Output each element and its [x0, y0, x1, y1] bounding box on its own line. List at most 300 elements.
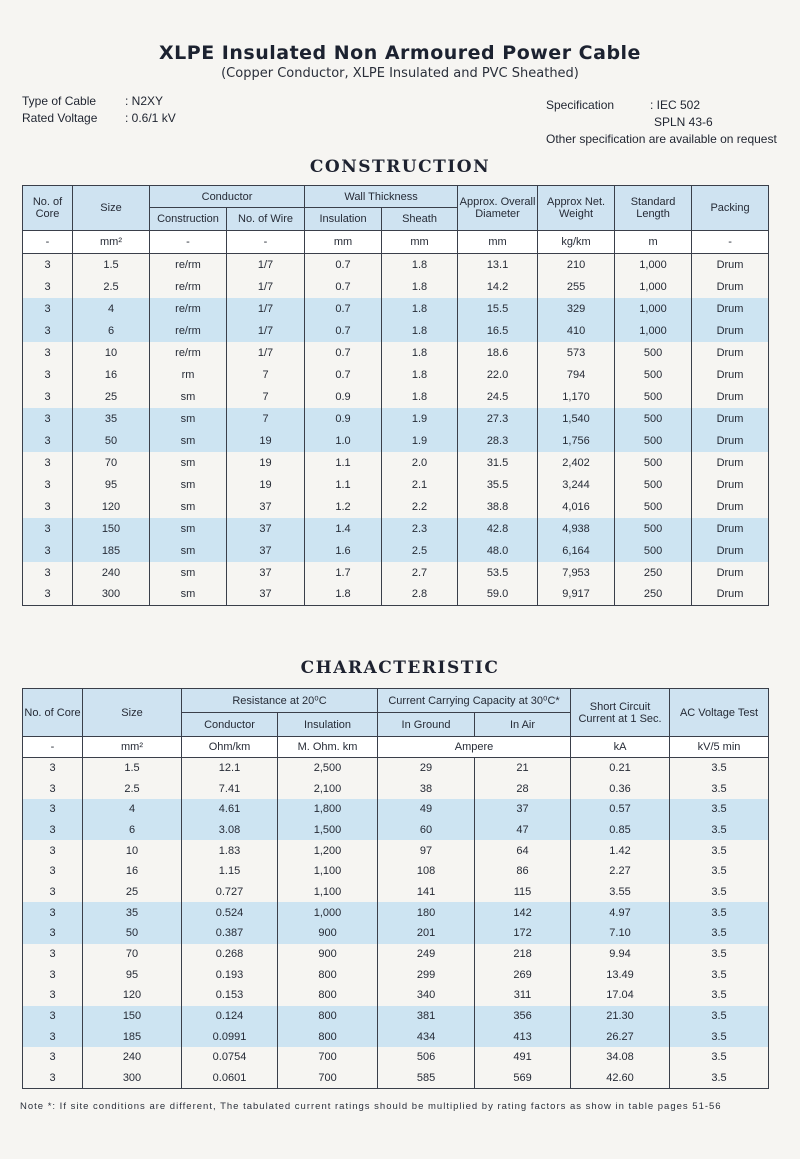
table-cell: 37: [227, 540, 305, 562]
table-row: [23, 882, 769, 903]
unit-cell: Ohm/km: [182, 737, 278, 758]
table-cell: 59.0: [458, 584, 538, 606]
table-cell: 3: [23, 408, 73, 430]
table-cell: 2.1: [382, 474, 458, 496]
table-row: [23, 964, 769, 985]
table-cell: 311: [475, 985, 571, 1006]
table-cell: 3: [23, 820, 83, 841]
table-cell: 1.8: [382, 364, 458, 386]
table-cell: 3: [23, 758, 83, 779]
table-cell: 185: [83, 1026, 182, 1047]
table-cell: 4.97: [571, 902, 670, 923]
table-cell: 19: [227, 474, 305, 496]
table-cell: 3: [23, 861, 83, 882]
table-cell: 7: [227, 408, 305, 430]
table-cell: 2.7: [382, 562, 458, 584]
table-cell: Drum: [692, 386, 769, 408]
table-cell: 50: [73, 430, 150, 452]
table-cell: Drum: [692, 298, 769, 320]
table-cell: 1,500: [278, 820, 378, 841]
table-cell: Drum: [692, 320, 769, 342]
header-in-ground: In Ground: [378, 713, 475, 737]
table-cell: 108: [378, 861, 475, 882]
table-cell: 3.5: [670, 840, 769, 861]
table-cell: 3: [23, 799, 83, 820]
table-cell: 70: [73, 452, 150, 474]
table-cell: 9.94: [571, 944, 670, 965]
table-cell: 800: [278, 1006, 378, 1027]
header-length: Standard Length: [615, 186, 692, 231]
table-cell: 500: [615, 364, 692, 386]
table-cell: 1.8: [382, 298, 458, 320]
table-cell: 9,917: [538, 584, 615, 606]
table-cell: 410: [538, 320, 615, 342]
table-cell: 3: [23, 882, 83, 903]
table-row: [23, 540, 769, 562]
header-capacity: Current Carrying Capacity at 30⁰C*: [378, 689, 571, 713]
table-cell: 4,938: [538, 518, 615, 540]
table-row: [23, 386, 769, 408]
table-cell: 3.5: [670, 1006, 769, 1027]
table-cell: 1.8: [382, 320, 458, 342]
table-cell: 3.5: [670, 964, 769, 985]
table-cell: 573: [538, 342, 615, 364]
table-cell: 800: [278, 1026, 378, 1047]
table-row: [23, 320, 769, 342]
table-cell: 3: [23, 1026, 83, 1047]
header-size: Size: [73, 186, 150, 231]
table-cell: 1.0: [305, 430, 382, 452]
table-cell: 1.7: [305, 562, 382, 584]
table-row: [23, 430, 769, 452]
table-cell: 3: [23, 944, 83, 965]
table-cell: 4: [73, 298, 150, 320]
table-cell: rm: [150, 364, 227, 386]
table-cell: 141: [378, 882, 475, 903]
table-cell: 1.42: [571, 840, 670, 861]
construction-table: [22, 185, 769, 606]
table-cell: 4,016: [538, 496, 615, 518]
table-cell: 2.3: [382, 518, 458, 540]
table-cell: 1/7: [227, 254, 305, 276]
unit-cell: mm: [458, 231, 538, 254]
table-cell: 1,200: [278, 840, 378, 861]
table-cell: 150: [73, 518, 150, 540]
table-cell: Drum: [692, 584, 769, 606]
header-insulation: Insulation: [278, 713, 378, 737]
document-title: XLPE Insulated Non Armoured Power Cable: [159, 42, 641, 64]
unit-cell: kA: [571, 737, 670, 758]
table-cell: 3: [23, 474, 73, 496]
table-cell: 1/7: [227, 342, 305, 364]
table-cell: 1.5: [83, 758, 182, 779]
table-cell: 35: [73, 408, 150, 430]
table-cell: 37: [227, 584, 305, 606]
table-cell: 3: [23, 452, 73, 474]
table-cell: 6,164: [538, 540, 615, 562]
table-cell: 1,756: [538, 430, 615, 452]
table-cell: 3: [23, 342, 73, 364]
table-cell: Drum: [692, 496, 769, 518]
table-cell: 3: [23, 430, 73, 452]
table-cell: 500: [615, 342, 692, 364]
table-cell: 3.5: [670, 882, 769, 903]
table-cell: 1.5: [73, 254, 150, 276]
table-cell: 500: [615, 386, 692, 408]
table-cell: 500: [615, 540, 692, 562]
table-cell: 500: [615, 518, 692, 540]
table-cell: 269: [475, 964, 571, 985]
table-cell: 6: [83, 820, 182, 841]
table-cell: 3: [23, 386, 73, 408]
table-cell: 3: [23, 562, 73, 584]
table-cell: 2.5: [73, 276, 150, 298]
table-cell: 3: [23, 276, 73, 298]
table-cell: 250: [615, 562, 692, 584]
table-cell: 2,402: [538, 452, 615, 474]
unit-cell: -: [692, 231, 769, 254]
table-row: [23, 474, 769, 496]
table-cell: 249: [378, 944, 475, 965]
header-sheath: Sheath: [382, 208, 458, 231]
table-cell: 500: [615, 408, 692, 430]
table-row: [23, 518, 769, 540]
table-cell: Drum: [692, 474, 769, 496]
table-cell: 1.1: [305, 474, 382, 496]
table-cell: 0.9: [305, 408, 382, 430]
table-cell: 329: [538, 298, 615, 320]
table-row: [23, 799, 769, 820]
table-cell: 3.5: [670, 820, 769, 841]
table-cell: 13.49: [571, 964, 670, 985]
header-size: Size: [83, 689, 182, 737]
table-cell: 1.1: [305, 452, 382, 474]
table-row: [23, 1006, 769, 1027]
table-cell: 0.7: [305, 364, 382, 386]
table-cell: 0.7: [305, 254, 382, 276]
table-cell: 700: [278, 1068, 378, 1089]
table-cell: 4: [83, 799, 182, 820]
table-cell: sm: [150, 386, 227, 408]
table-cell: 19: [227, 452, 305, 474]
table-cell: 800: [278, 964, 378, 985]
table-row: [23, 408, 769, 430]
table-cell: 25: [73, 386, 150, 408]
construction-title: CONSTRUCTION: [309, 157, 491, 177]
table-cell: 37: [227, 562, 305, 584]
header-construction: Construction: [150, 208, 227, 231]
table-cell: 3: [23, 320, 73, 342]
header-core: No. of Core: [23, 186, 73, 231]
table-cell: 300: [73, 584, 150, 606]
table-cell: 0.7: [305, 276, 382, 298]
voltage-value: : 0.6/1 kV: [125, 111, 176, 125]
table-cell: Drum: [692, 254, 769, 276]
table-cell: 95: [73, 474, 150, 496]
table-cell: 18.6: [458, 342, 538, 364]
table-row: [23, 778, 769, 799]
table-cell: 3.5: [670, 923, 769, 944]
table-cell: 172: [475, 923, 571, 944]
table-cell: 12.1: [182, 758, 278, 779]
table-cell: 47: [475, 820, 571, 841]
table-cell: 585: [378, 1068, 475, 1089]
table-row: [23, 902, 769, 923]
table-cell: 16: [73, 364, 150, 386]
table-cell: 0.85: [571, 820, 670, 841]
table-cell: 3: [23, 364, 73, 386]
table-cell: 21: [475, 758, 571, 779]
table-cell: 3.5: [670, 902, 769, 923]
header-short-circuit: Short Circuit Current at 1 Sec.: [571, 689, 670, 737]
table-cell: 34.08: [571, 1047, 670, 1068]
table-cell: 48.0: [458, 540, 538, 562]
spec-value-1: : IEC 502: [650, 98, 701, 112]
table-cell: Drum: [692, 276, 769, 298]
cable-info: [22, 93, 176, 127]
table-cell: 3: [23, 902, 83, 923]
table-cell: 29: [378, 758, 475, 779]
table-cell: Drum: [692, 452, 769, 474]
table-cell: 3: [23, 985, 83, 1006]
table-cell: 53.5: [458, 562, 538, 584]
table-cell: 3: [23, 298, 73, 320]
table-cell: 1,000: [278, 902, 378, 923]
table-cell: Drum: [692, 562, 769, 584]
table-cell: Drum: [692, 540, 769, 562]
table-cell: re/rm: [150, 320, 227, 342]
table-cell: 3: [23, 1047, 83, 1068]
table-cell: 22.0: [458, 364, 538, 386]
unit-cell: mm²: [83, 737, 182, 758]
table-cell: 2,500: [278, 758, 378, 779]
table-cell: 240: [73, 562, 150, 584]
table-cell: sm: [150, 452, 227, 474]
table-cell: 800: [278, 985, 378, 1006]
table-cell: 3: [23, 1006, 83, 1027]
table-cell: 1.8: [382, 386, 458, 408]
unit-cell: kV/5 min: [670, 737, 769, 758]
table-cell: 185: [73, 540, 150, 562]
table-cell: 1/7: [227, 298, 305, 320]
type-label: Type of Cable: [22, 94, 97, 108]
table-row: [23, 820, 769, 841]
table-cell: 1,000: [615, 254, 692, 276]
table-cell: 1.8: [382, 342, 458, 364]
table-cell: 0.727: [182, 882, 278, 903]
table-cell: 210: [538, 254, 615, 276]
table-cell: 25: [83, 882, 182, 903]
unit-cell: -: [23, 737, 83, 758]
table-row: [23, 562, 769, 584]
table-cell: 27.3: [458, 408, 538, 430]
table-cell: 500: [615, 452, 692, 474]
table-cell: 255: [538, 276, 615, 298]
table-cell: 434: [378, 1026, 475, 1047]
table-cell: 14.2: [458, 276, 538, 298]
unit-cell: Ampere: [378, 737, 571, 758]
table-row: [23, 584, 769, 606]
table-cell: 120: [73, 496, 150, 518]
table-cell: 38.8: [458, 496, 538, 518]
table-cell: sm: [150, 408, 227, 430]
table-cell: 142: [475, 902, 571, 923]
table-cell: 1,540: [538, 408, 615, 430]
table-cell: 1,100: [278, 861, 378, 882]
table-cell: 1,170: [538, 386, 615, 408]
table-cell: 37: [227, 496, 305, 518]
table-cell: 0.193: [182, 964, 278, 985]
table-cell: 1,800: [278, 799, 378, 820]
table-row: [23, 923, 769, 944]
table-cell: 0.524: [182, 902, 278, 923]
table-cell: 21.30: [571, 1006, 670, 1027]
table-cell: 3: [23, 1068, 83, 1089]
table-cell: 13.1: [458, 254, 538, 276]
header-resistance: Resistance at 20⁰C: [182, 689, 378, 713]
table-cell: 1.15: [182, 861, 278, 882]
table-cell: 340: [378, 985, 475, 1006]
table-cell: 1.8: [382, 254, 458, 276]
table-cell: 299: [378, 964, 475, 985]
table-cell: 0.0601: [182, 1068, 278, 1089]
table-cell: 26.27: [571, 1026, 670, 1047]
unit-cell: m: [615, 231, 692, 254]
table-cell: 180: [378, 902, 475, 923]
table-cell: 500: [615, 430, 692, 452]
table-cell: 3: [23, 584, 73, 606]
table-cell: 37: [475, 799, 571, 820]
table-cell: 64: [475, 840, 571, 861]
table-cell: 60: [378, 820, 475, 841]
table-cell: 3.5: [670, 861, 769, 882]
table-cell: 1,000: [615, 298, 692, 320]
table-cell: sm: [150, 584, 227, 606]
table-cell: 42.60: [571, 1068, 670, 1089]
table-cell: 3.5: [670, 799, 769, 820]
table-cell: 24.5: [458, 386, 538, 408]
table-cell: 35.5: [458, 474, 538, 496]
table-row: [23, 985, 769, 1006]
header-core: No. of Core: [23, 689, 83, 737]
table-cell: 1/7: [227, 276, 305, 298]
table-cell: 50: [83, 923, 182, 944]
table-row: [23, 254, 769, 276]
table-row: [23, 1068, 769, 1089]
table-cell: 1.6: [305, 540, 382, 562]
table-row: [23, 452, 769, 474]
table-cell: 0.36: [571, 778, 670, 799]
table-cell: 900: [278, 944, 378, 965]
table-cell: 3.5: [670, 778, 769, 799]
table-cell: Drum: [692, 518, 769, 540]
document-subtitle: (Copper Conductor, XLPE Insulated and PVC Sheathed): [221, 66, 579, 81]
table-row: [23, 342, 769, 364]
table-cell: 0.21: [571, 758, 670, 779]
table-cell: 491: [475, 1047, 571, 1068]
specification-info: [546, 97, 777, 148]
table-cell: 0.124: [182, 1006, 278, 1027]
table-cell: sm: [150, 430, 227, 452]
table-cell: 3: [23, 518, 73, 540]
table-cell: 3.5: [670, 985, 769, 1006]
table-cell: 10: [83, 840, 182, 861]
table-cell: 500: [615, 474, 692, 496]
table-cell: sm: [150, 518, 227, 540]
table-cell: 17.04: [571, 985, 670, 1006]
table-cell: 120: [83, 985, 182, 1006]
table-cell: 1,100: [278, 882, 378, 903]
table-cell: 3.55: [571, 882, 670, 903]
table-cell: 2.0: [382, 452, 458, 474]
spec-note: Other specification are available on request: [546, 132, 777, 146]
table-row: [23, 496, 769, 518]
table-cell: 7.10: [571, 923, 670, 944]
header-diameter: Approx. Overall Diameter: [458, 186, 538, 231]
table-cell: 1.83: [182, 840, 278, 861]
table-cell: 506: [378, 1047, 475, 1068]
table-cell: 1.8: [382, 276, 458, 298]
table-cell: 3.5: [670, 1047, 769, 1068]
table-cell: 413: [475, 1026, 571, 1047]
table-cell: 2.2: [382, 496, 458, 518]
table-cell: re/rm: [150, 276, 227, 298]
table-cell: 3.08: [182, 820, 278, 841]
table-cell: 700: [278, 1047, 378, 1068]
table-cell: 3.5: [670, 944, 769, 965]
voltage-label: Rated Voltage: [22, 111, 98, 125]
table-cell: 569: [475, 1068, 571, 1089]
table-cell: 2.5: [83, 778, 182, 799]
table-cell: 7: [227, 364, 305, 386]
table-row: [23, 1047, 769, 1068]
table-cell: 49: [378, 799, 475, 820]
table-cell: 3: [23, 496, 73, 518]
unit-cell: -: [227, 231, 305, 254]
unit-cell: -: [23, 231, 73, 254]
table-cell: 3.5: [670, 758, 769, 779]
table-cell: 250: [615, 584, 692, 606]
table-cell: 15.5: [458, 298, 538, 320]
footnote: Note *: If site conditions are different, The tabulated current ratings should be multiplied by rating factors as show in table pages 51-56: [20, 1101, 722, 1112]
table-cell: 35: [83, 902, 182, 923]
characteristic-table: [22, 688, 769, 1089]
table-cell: re/rm: [150, 254, 227, 276]
table-row: [23, 861, 769, 882]
table-cell: 1,000: [615, 320, 692, 342]
table-cell: Drum: [692, 430, 769, 452]
table-cell: Drum: [692, 342, 769, 364]
table-cell: sm: [150, 540, 227, 562]
table-cell: 19: [227, 430, 305, 452]
table-cell: 7,953: [538, 562, 615, 584]
table-cell: 300: [83, 1068, 182, 1089]
table-cell: 3: [23, 964, 83, 985]
table-row: [23, 1026, 769, 1047]
spec-value-2: SPLN 43-6: [654, 115, 713, 129]
table-cell: 28.3: [458, 430, 538, 452]
table-row: [23, 758, 769, 779]
table-cell: 31.5: [458, 452, 538, 474]
table-cell: 240: [83, 1047, 182, 1068]
table-cell: sm: [150, 562, 227, 584]
table-cell: 95: [83, 964, 182, 985]
header-insulation: Insulation: [305, 208, 382, 231]
table-cell: 4.61: [182, 799, 278, 820]
header-weight: Approx Net. Weight: [538, 186, 615, 231]
table-cell: 0.0754: [182, 1047, 278, 1068]
table-cell: 218: [475, 944, 571, 965]
